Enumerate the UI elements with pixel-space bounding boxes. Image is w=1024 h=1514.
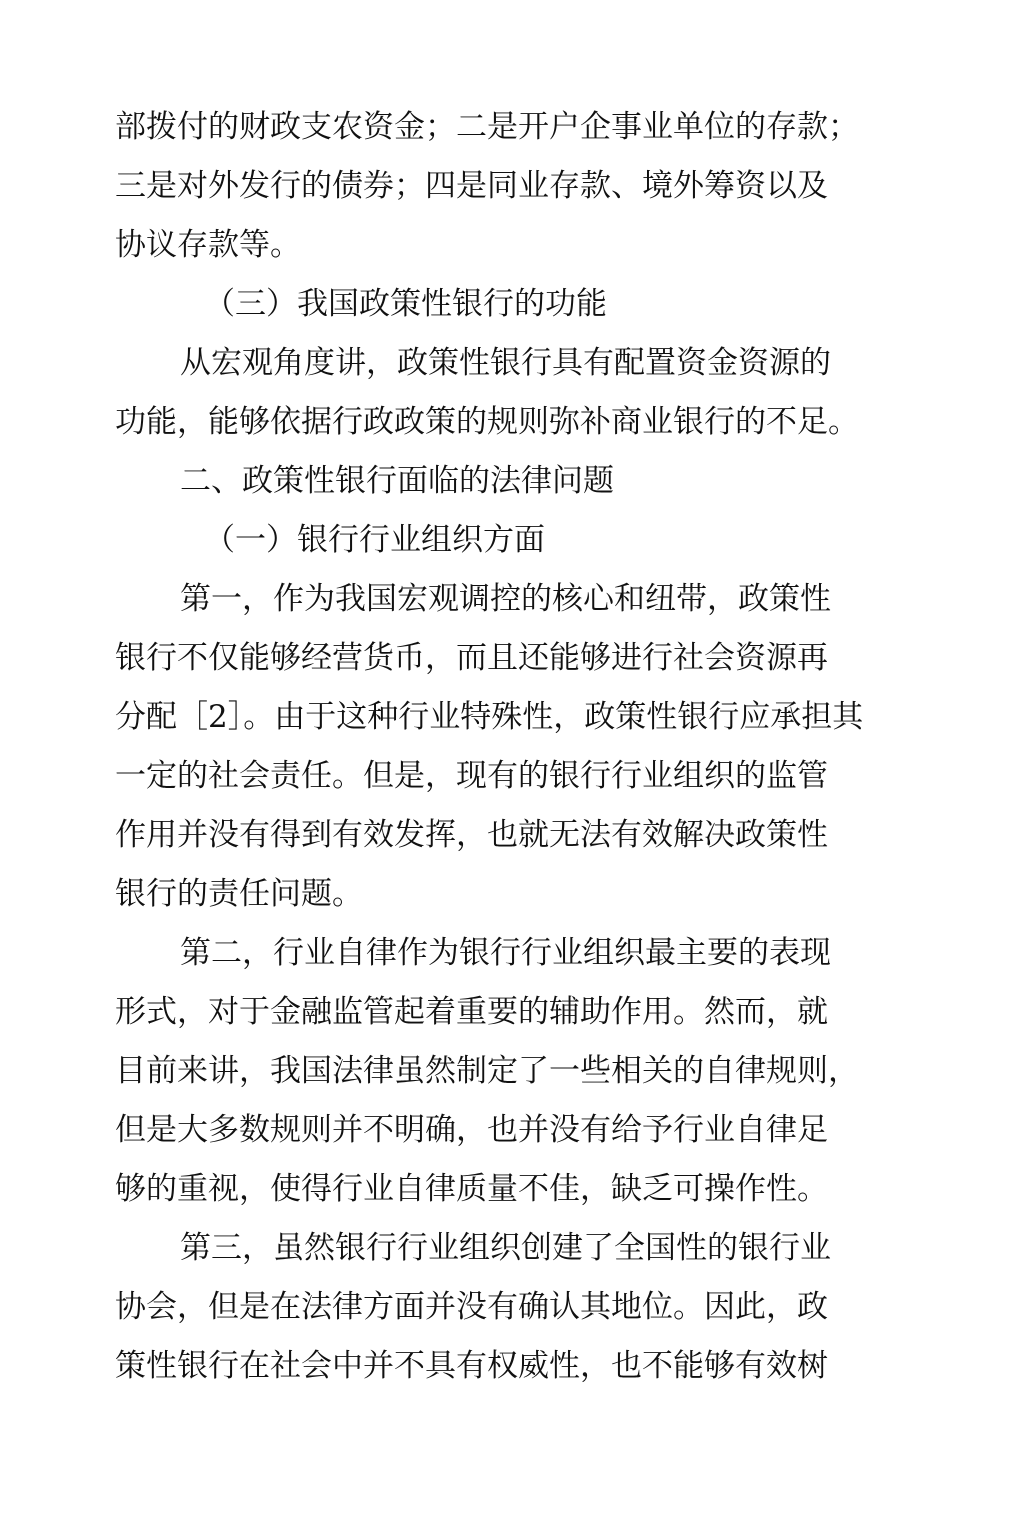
- section-heading: （一）银行行业组织方面: [204, 522, 545, 558]
- text-line: 从宏观角度讲，政策性银行具有配置资金资源的: [180, 345, 831, 381]
- text-line: 协议存款等。: [115, 227, 301, 263]
- text-line: 作用并没有得到有效发挥，也就无法有效解决政策性: [115, 817, 828, 853]
- text-line: 协会，但是在法律方面并没有确认其地位。因此，政: [115, 1289, 828, 1325]
- text-line: 三是对外发行的债券；四是同业存款、境外筹资以及: [115, 168, 828, 204]
- text-line: 一定的社会责任。但是，现有的银行行业组织的监管: [115, 758, 828, 794]
- text-line: 银行的责任问题。: [115, 876, 363, 912]
- text-line: 策性银行在社会中并不具有权威性，也不能够有效树: [115, 1348, 828, 1384]
- text-line: 第二，行业自律作为银行行业组织最主要的表现: [180, 935, 831, 971]
- chapter-heading: 二、政策性银行面临的法律问题: [180, 463, 614, 499]
- text-line: 分配［2］。由于这种行业特殊性，政策性银行应承担其: [115, 699, 864, 735]
- text-line: 功能，能够依据行政政策的规则弥补商业银行的不足。: [115, 404, 859, 440]
- text-line: 够的重视，使得行业自律质量不佳，缺乏可操作性。: [115, 1171, 828, 1207]
- section-heading: （三）我国政策性银行的功能: [204, 286, 607, 322]
- text-line: 形式，对于金融监管起着重要的辅助作用。然而，就: [115, 994, 828, 1030]
- text-line: 第三，虽然银行行业组织创建了全国性的银行业: [180, 1230, 831, 1266]
- text-line: 部拨付的财政支农资金；二是开户企事业单位的存款；: [115, 109, 859, 145]
- text-line: 但是大多数规则并不明确，也并没有给予行业自律足: [115, 1112, 828, 1148]
- text-line: 第一，作为我国宏观调控的核心和纽带，政策性: [180, 581, 831, 617]
- text-line: 银行不仅能够经营货币，而且还能够进行社会资源再: [115, 640, 828, 676]
- text-line: 目前来讲，我国法律虽然制定了一些相关的自律规则，: [115, 1053, 859, 1089]
